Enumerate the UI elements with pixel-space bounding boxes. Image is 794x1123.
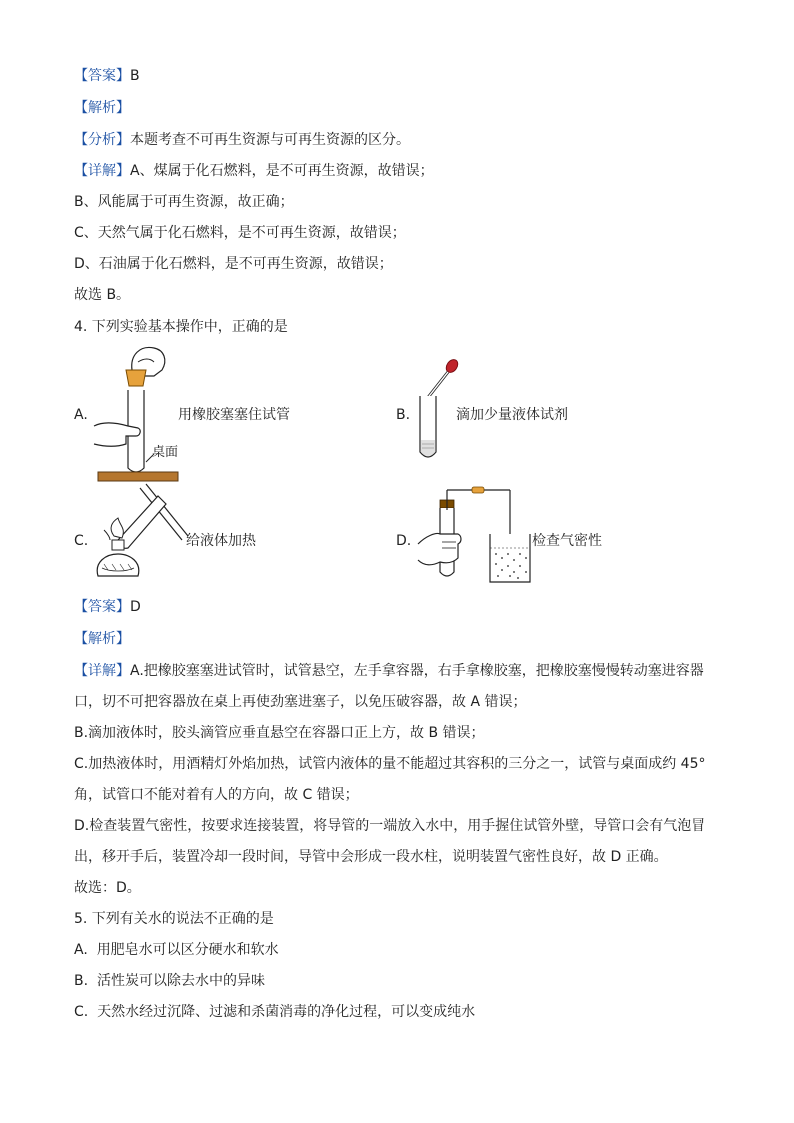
desk-label: 桌面 xyxy=(152,445,179,460)
q4-detail-b: B.滴加液体时，胶头滴管应垂直悬空在容器口正上方，故 B 错误； xyxy=(74,725,485,741)
q3-conclusion: 故选 B。 xyxy=(74,287,131,303)
q3-analysis-tag: 【解析】 xyxy=(74,100,130,116)
q5-option-a xyxy=(74,940,279,960)
q5-option-a-letter: A. xyxy=(74,942,88,958)
q5-option-c-letter: C. xyxy=(74,1004,89,1020)
q5-option-b xyxy=(74,971,265,991)
q4-detail-a-line1 xyxy=(74,661,704,681)
q4-answer-line xyxy=(74,597,141,617)
airtightness-illustration xyxy=(418,488,538,586)
q4-option-a-caption: 用橡胶塞塞住试管 xyxy=(178,407,290,423)
q4-option-b-caption: 滴加少量液体试剂 xyxy=(456,407,568,423)
q3-detail-d: D、石油属于化石燃料，是不可再生资源，故错误； xyxy=(74,256,393,272)
answer-value: B xyxy=(130,68,140,84)
q4-option-d-caption: 检查气密性 xyxy=(532,533,602,549)
stopper-tube-illustration xyxy=(92,340,182,490)
detail-a-text: A.把橡胶塞塞进试管时，试管悬空，左手拿容器，右手拿橡胶塞，把橡胶塞慢慢转动塞进容器 xyxy=(130,663,704,679)
q3-detail-c: C、天然气属于化石燃料，是不可再生资源，故错误； xyxy=(74,225,406,241)
q5-option-c xyxy=(74,1002,475,1022)
q4-conclusion: 故选：D。 xyxy=(74,880,141,896)
answer-tag: 【答案】 xyxy=(74,68,130,84)
q5-option-a-text: 用肥皂水可以区分硬水和软水 xyxy=(96,942,279,958)
q4-detail-c-line2: 角，试管口不能对着有人的方向，故 C 错误； xyxy=(74,787,359,803)
q3-fenxi-line xyxy=(74,130,410,150)
answer-value: D xyxy=(130,599,141,615)
q5-option-b-text: 活性炭可以除去水中的异味 xyxy=(96,973,265,989)
heating-illustration xyxy=(88,478,188,590)
q4-option-d-letter: D. xyxy=(396,533,412,549)
q4-option-c-letter: C. xyxy=(74,533,89,549)
detail-tag: 【详解】 xyxy=(74,163,130,179)
q4-option-b-letter: B. xyxy=(396,407,411,423)
fenxi-text: 本题考查不可再生资源与可再生资源的区分。 xyxy=(130,132,410,148)
q5-stem: 5. 下列有关水的说法不正确的是 xyxy=(74,911,274,927)
answer-tag: 【答案】 xyxy=(74,599,130,615)
q4-detail-d-line1: D.检查装置气密性，按要求连接装置，将导管的一端放入水中，用手握住试管外壁，导管口会有气泡冒 xyxy=(74,818,706,834)
q3-answer-line xyxy=(74,66,140,86)
q3-detail-a-line xyxy=(74,161,434,181)
detail-a-text: A、煤属于化石燃料，是不可再生资源，故错误； xyxy=(130,163,434,179)
q5-option-b-letter: B. xyxy=(74,973,89,989)
detail-tag: 【详解】 xyxy=(74,663,130,679)
q4-option-c-caption: 给液体加热 xyxy=(186,533,256,549)
q4-analysis-tag: 【解析】 xyxy=(74,631,130,647)
q4-detail-c-line1: C.加热液体时，用酒精灯外焰加热，试管内液体的量不能超过其容积的三分之一，试管与桌面成约 45° xyxy=(74,756,706,772)
q4-option-a-letter: A. xyxy=(74,407,88,423)
q4-detail-a-line2: 口，切不可把容器放在桌上再使劲塞进塞子，以免压破容器，故 A 错误； xyxy=(74,694,527,710)
q4-stem: 4. 下列实验基本操作中，正确的是 xyxy=(74,319,288,335)
q3-detail-b: B、风能属于可再生资源，故正确； xyxy=(74,194,294,210)
q5-option-c-text: 天然水经过沉降、过滤和杀菌消毒的净化过程，可以变成纯水 xyxy=(97,1004,476,1020)
fenxi-tag: 【分析】 xyxy=(74,132,130,148)
q4-detail-d-line2: 出，移开手后，装置冷却一段时间，导管中会形成一段水柱，说明装置气密性良好，故 D 正确。 xyxy=(74,849,668,865)
